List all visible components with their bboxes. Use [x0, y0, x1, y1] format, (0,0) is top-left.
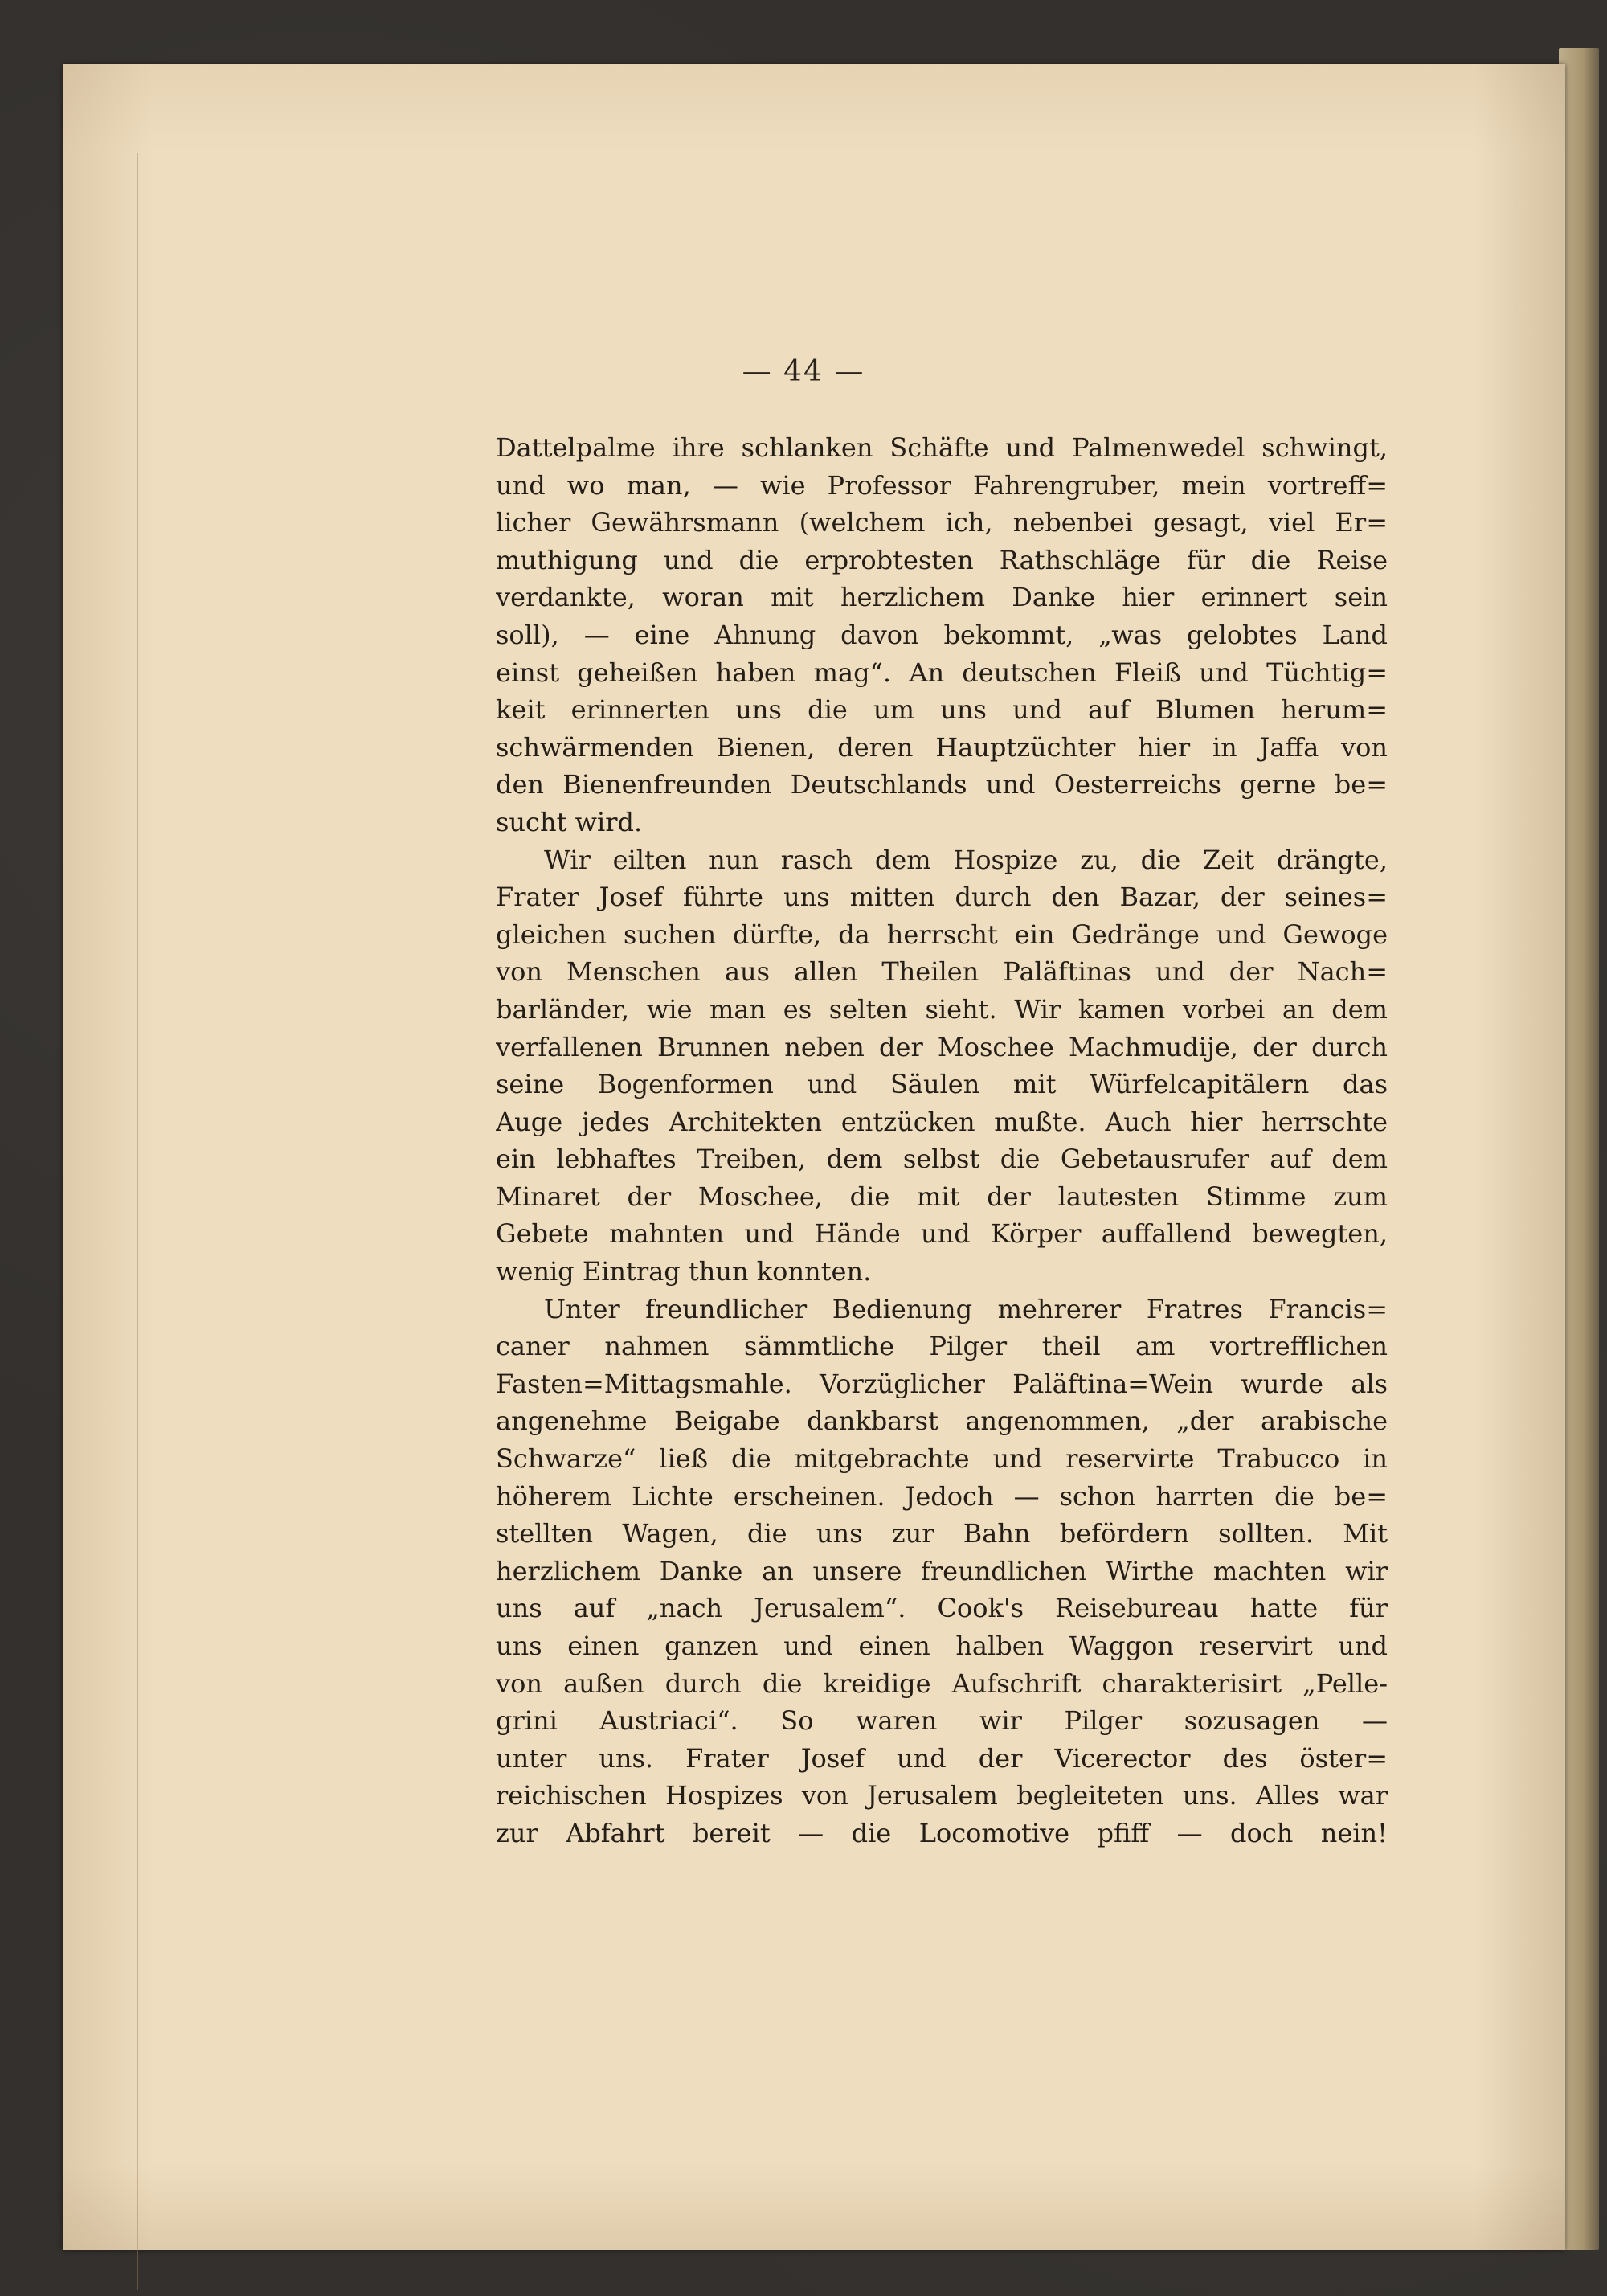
text-line: keit erinnerten uns die um uns und auf Blumen herum=	[496, 694, 1388, 726]
text-line: muthigung und die erprobtesten Rathschläge für die Reise	[496, 544, 1388, 575]
text-line: Auge jedes Architekten entzücken mußte. Auch hier herrschte	[496, 1106, 1388, 1137]
text-line: den Bienenfreunden Deutschlands und Oesterreichs gerne be=	[496, 769, 1388, 800]
text-line: verfallenen Brunnen neben der Moschee Machmudije, der durch	[496, 1031, 1388, 1062]
text-line: stellten Wagen, die uns zur Bahn befördern sollten. Mit	[496, 1518, 1388, 1549]
text-line: licher Gewährsmann (welchem ich, nebenbei gesagt, viel Er=	[496, 507, 1388, 538]
text-line: schwärmenden Bienen, deren Hauptzüchter hier in Jaffa von	[496, 731, 1388, 763]
text-line: Dattelpalme ihre schlanken Schäfte und Palmenwedel schwingt,	[496, 432, 1388, 463]
text-line: soll), — eine Ahnung davon bekommt, „was gelobtes Land	[496, 619, 1388, 650]
text-line: von außen durch die kreidige Aufschrift charakterisirt „Pelle-	[496, 1668, 1388, 1699]
text-line: und wo man, — wie Professor Fahrengruber, mein vortreff=	[496, 469, 1388, 501]
text-line: Schwarze“ ließ die mitgebrachte und reservirte Trabucco in	[496, 1443, 1388, 1475]
page-number: — 44 —	[742, 355, 865, 388]
text-line: grini Austriaci“. So waren wir Pilger sozusagen —	[496, 1705, 1388, 1737]
text-line: unter uns. Frater Josef und der Vicerector des öster=	[496, 1742, 1388, 1774]
text-line: von Menschen aus allen Theilen Paläftinas und der Nach=	[496, 956, 1388, 988]
text-line: Unter freundlicher Bedienung mehrerer Fratres Francis=	[544, 1293, 1388, 1324]
text-line: uns auf „nach Jerusalem“. Cook's Reisebureau hatte für	[496, 1593, 1388, 1624]
text-line: wenig Eintrag thun konnten.	[496, 1256, 872, 1287]
text-line: gleichen suchen dürfte, da herrscht ein Gedränge und Gewoge	[496, 919, 1388, 950]
text-line: angenehme Beigabe dankbarst angenommen, „der arabische	[496, 1406, 1388, 1437]
text-line: Minaret der Moschee, die mit der lautesten Stimme zum	[496, 1181, 1388, 1212]
text-line: einst geheißen haben mag“. An deutschen Fleiß und Tüchtig=	[496, 657, 1388, 688]
text-line: sucht wird.	[496, 806, 643, 837]
text-line: höherem Lichte erscheinen. Jedoch — schon harrten die be=	[496, 1480, 1388, 1512]
text-line: verdankte, woran mit herzlichem Danke hier erinnert sein	[496, 582, 1388, 613]
text-line: Frater Josef führte uns mitten durch den Bazar, der seines=	[496, 882, 1388, 913]
text-line: herzlichem Danke an unsere freundlichen Wirthe machten wir	[496, 1555, 1388, 1586]
text-line: zur Abfahrt bereit — die Locomotive pfiff — doch nein!	[496, 1817, 1388, 1848]
body-text	[496, 429, 1388, 1852]
page-fold-line	[137, 153, 138, 2290]
text-line: reichischen Hospizes von Jerusalem begleiteten uns. Alles war	[496, 1780, 1388, 1811]
text-line: uns einen ganzen und einen halben Waggon reservirt und	[496, 1631, 1388, 1661]
text-line: Fasten=Mittagsmahle. Vorzüglicher Paläftina=Wein wurde als	[496, 1368, 1388, 1399]
text-line: seine Bogenformen und Säulen mit Würfelcapitälern das	[496, 1069, 1388, 1100]
text-line: caner nahmen sämmtliche Pilger theil am vortrefflichen	[496, 1331, 1388, 1362]
text-line: ein lebhaftes Treiben, dem selbst die Gebetausrufer auf dem	[496, 1144, 1388, 1175]
text-line: Gebete mahnten und Hände und Körper auffallend bewegten,	[496, 1218, 1388, 1250]
text-line: barländer, wie man es selten sieht. Wir kamen vorbei an dem	[496, 993, 1388, 1025]
text-line: Wir eilten nun rasch dem Hospize zu, die Zeit drängte,	[544, 844, 1388, 875]
